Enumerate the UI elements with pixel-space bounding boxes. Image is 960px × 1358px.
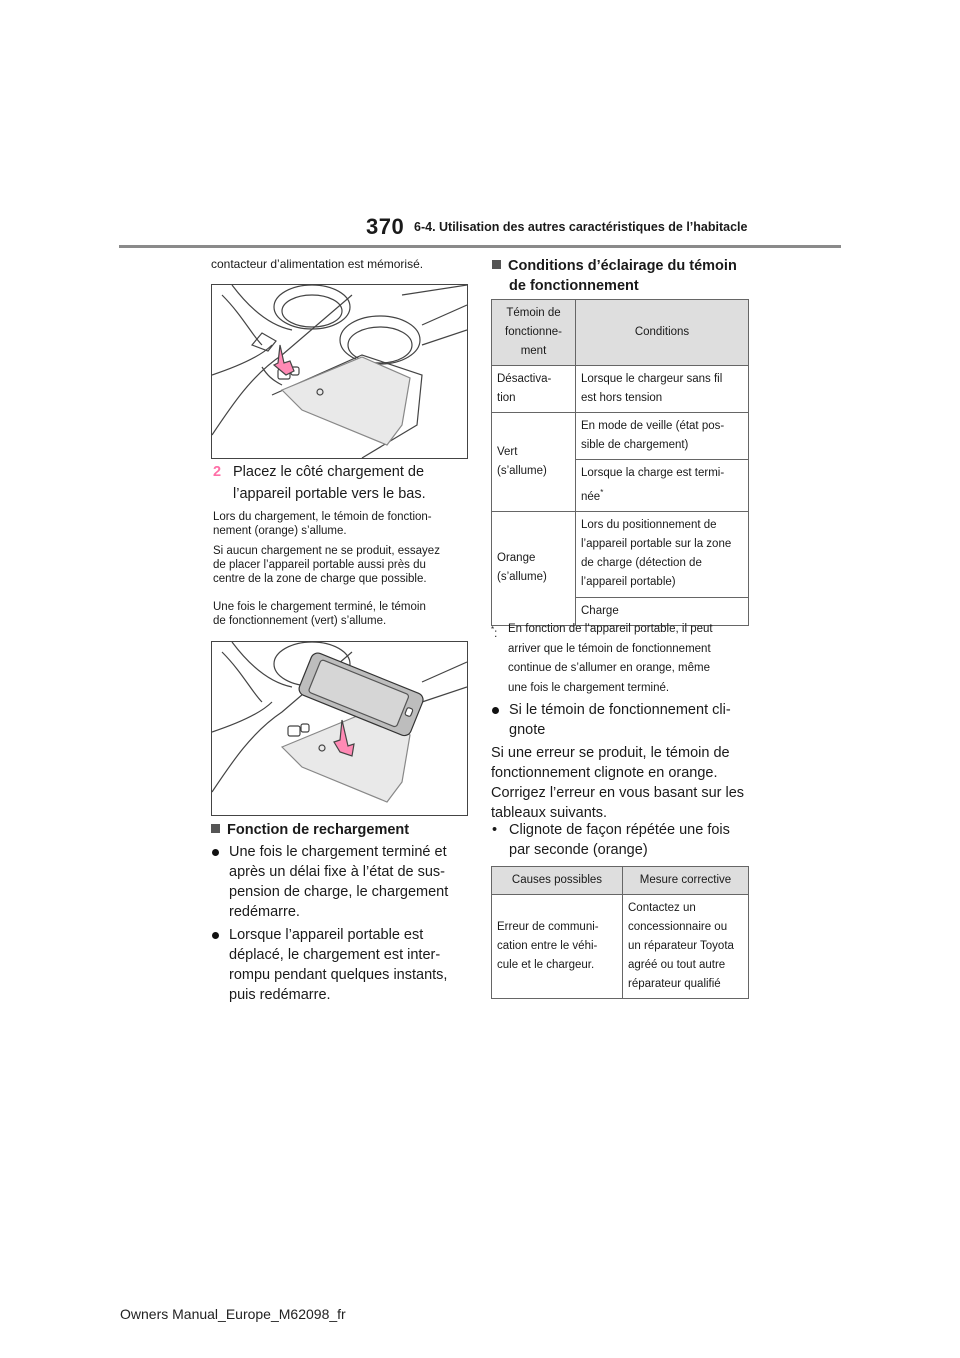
footnote: *: En fonction de l’appareil portable, il peut arriver que le témoin de fonctionnement continue de s’allumer en orange, même une fois le chargement terminé. xyxy=(491,623,713,694)
recharge-heading: Fonction de rechargement xyxy=(211,820,409,840)
table-header-conditions: Conditions xyxy=(576,300,749,366)
indicator-conditions-table xyxy=(491,299,749,626)
header-rule xyxy=(119,245,841,248)
table-row: Orange (s’allume) Lors du positionnement de l’appareil portable sur la zone de charge (détection de l’appareil portable) xyxy=(492,511,749,597)
step-number: 2 xyxy=(213,464,222,480)
step-2: 2 Placez le côté chargement de xyxy=(213,464,425,480)
intro-text: contacteur d’alimentation est mémorisé. xyxy=(211,257,424,271)
section-title: 6-4. Utilisation des autres caractéristiques de l’habitacle xyxy=(414,220,748,234)
bullet-recharge-1: Une fois le chargement terminé et après un délai fixe à l’état de sus- pension de charge, le chargement redémarre. xyxy=(212,842,448,922)
table-header-indicator: Témoin de fonctionne- ment xyxy=(492,300,576,366)
note-placement: Si aucun chargement ne se produit, essayez de placer l’appareil portable aussi près du centre de la zone de charge que possible. xyxy=(213,545,440,585)
note-orange: Lors du chargement, le témoin de fonction- nement (orange) s’allume. xyxy=(213,511,432,537)
blink-description: Si une erreur se produit, le témoin de fonctionnement clignote en orange. Corrigez l’erreur en vous basant sur les tableaux suivants. xyxy=(491,745,745,821)
illustration-phone-placement xyxy=(211,641,468,816)
step-2-line-2: l’appareil portable vers le bas. xyxy=(233,486,426,502)
sub-bullet-once-per-second: • Clignote de façon répétée une fois par seconde (orange) xyxy=(492,822,730,858)
note-green: Une fois le chargement terminé, le témoin de fonctionnement (vert) s’allume. xyxy=(213,601,426,627)
illustration-charger-button xyxy=(211,284,468,459)
table-row: Désactiva- tion Lorsque le chargeur sans fil est hors tension xyxy=(492,366,749,413)
error-causes-table xyxy=(491,866,749,999)
table-row: Erreur de communi- cation entre le véhi- cule et le chargeur. Contactez un concessionnaire ou un réparateur Toyota agréé ou tout autre réparateur qualifié xyxy=(492,895,749,999)
footer-document-id: Owners Manual_Europe_M62098_fr xyxy=(120,1306,346,1322)
table-row: Charge xyxy=(492,597,749,625)
table-header-corrective: Mesure corrective xyxy=(623,867,749,895)
table-row: Vert (s’allume) En mode de veille (état pos- sible de chargement) xyxy=(492,413,749,460)
table-header-causes: Causes possibles xyxy=(492,867,623,895)
table-row: Lorsque la charge est termi- née* xyxy=(492,460,749,512)
conditions-heading: Conditions d’éclairage du témoin de fonctionnement xyxy=(492,256,737,296)
bullet-recharge-2: Lorsque l’appareil portable est déplacé, le chargement est inter- rompu pendant quelques instants, puis redémarre. xyxy=(212,925,447,1005)
blink-heading: Si le témoin de fonctionnement cli- gnote xyxy=(492,700,731,740)
page-number: 370 xyxy=(366,214,405,239)
